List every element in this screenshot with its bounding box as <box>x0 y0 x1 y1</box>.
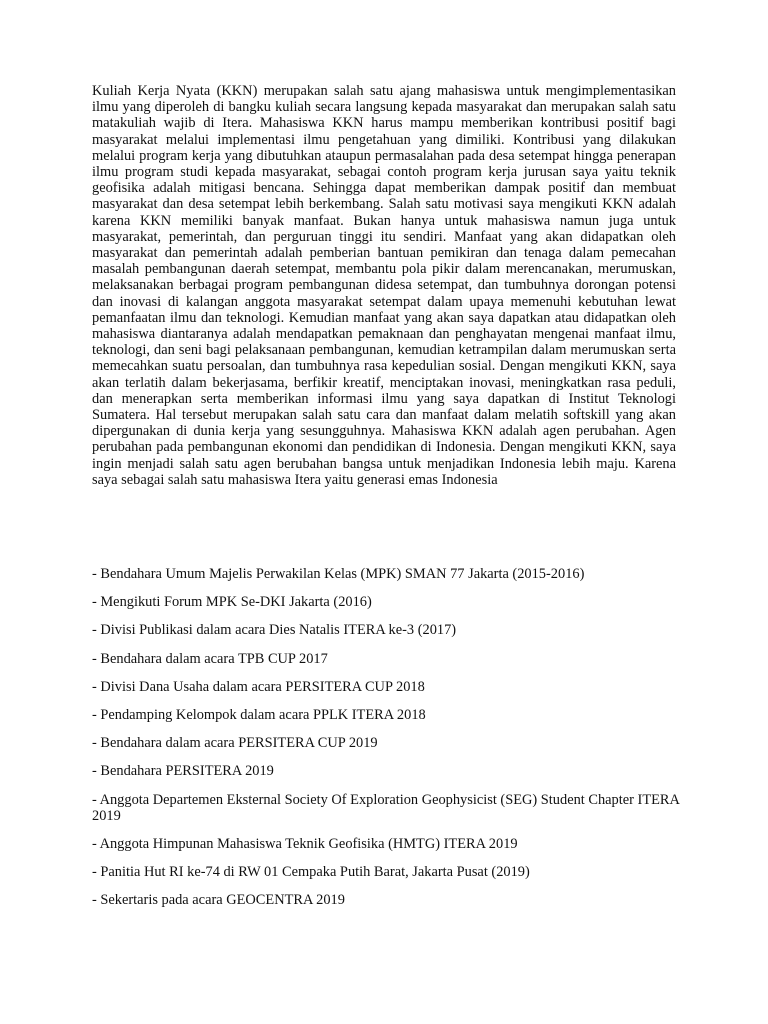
list-item: - Divisi Publikasi dalam acara Dies Natalis ITERA ke-3 (2017) <box>92 622 457 639</box>
list-item: - Bendahara dalam acara TPB CUP 2017 <box>92 650 328 667</box>
list-item: - Panitia Hut RI ke-74 di RW 01 Cempaka Putih Barat, Jakarta Pusat (2019) <box>92 864 530 881</box>
list-item: - Divisi Dana Usaha dalam acara PERSITERA CUP 2018 <box>92 678 425 695</box>
list-item: - Anggota Departemen Eksternal Society Of Exploration Geophysicist (SEG) Student Chapter ITERA 2019 <box>92 791 680 824</box>
experience-list <box>92 566 692 921</box>
list-item: - Pendamping Kelompok dalam acara PPLK ITERA 2018 <box>92 707 426 724</box>
list-item: - Bendahara dalam acara PERSITERA CUP 2019 <box>92 735 378 752</box>
motivation-paragraph: Kuliah Kerja Nyata (KKN) merupakan salah satu ajang mahasiswa untuk mengimplementasikan ilmu yang diperoleh di bangku kuliah secara langsung kepada masyarakat dan merupakan salah satu matakuliah wajib di Itera. Mahasiswa KKN harus mampu memberikan kontribusi positif bagi masyarakat melalui implementasi ilmu pengetahuan yang dimiliki. Kontribusi yang dilakukan melalui program kerja yang dibutuhkan ataupun permasalahan pada desa setempat hingga penerapan ilmu program studi kepada masyarakat, sebagai contoh program kerja jurusan saya yaitu teknik geofisika adalah mitigasi bencana. Sehingga dapat memberikan dampak positif dan membuat masyarakat dan desa setempat lebih berkembang. Salah satu motivasi saya mengikuti KKN adalah karena KKN memiliki banyak manfaat. Bukan hanya untuk mahasiswa namun juga untuk masyarakat, pemerintah, dan perguruan tinggi itu sendiri. Manfaat yang akan didapatkan oleh masyarakat dan pemerintah adalah pemberian bantuan pemikiran dan tenaga dalam pemecahan masalah pembangunan daerah setempat, membantu pola pikir dalam merencanakan, merumuskan, melaksanakan berbagai program pembangunan didesa setempat, dan tumbuhnya dorongan potensi dan inovasi di kalangan anggota masyarakat setempat dalam upaya memenuhi kebutuhan lewat pemanfaatan ilmu dan teknologi. Kemudian manfaat yang akan saya dapatkan atau didapatkan oleh mahasiswa diantaranya adalah mendapatkan pemaknaan dan penghayatan mengenai manfaat ilmu, teknologi, dan seni bagi pelaksanaan pembangunan, kemudian ketrampilan dalam merumuskan serta memecahkan suatu persoalan, dan tumbuhnya rasa kepedulian sosial. Dengan mengikuti KKN, saya akan terlatih dalam bekerjasama, berfikir kreatif, menciptakan inovasi, meningkatkan rasa peduli, dan menerapkan serta memberikan informasi ilmu yang saya dapatkan di Institut Teknologi Sumatera. Hal tersebut merupakan salah satu cara dan manfaat dalam melatih softskill yang akan dipergunakan di dunia kerja yang sesungguhnya. Mahasiswa KKN adalah agen perubahan. Agen perubahan pada pembangunan ekonomi dan pendidikan di Indonesia. Dengan mengikuti KKN, saya ingin menjadi salah satu agen berubahan bangsa untuk menjadikan Indonesia lebih maju. Karena saya sebagai salah satu mahasiswa Itera yaitu generasi emas Indonesia <box>92 83 676 488</box>
list-item: - Bendahara PERSITERA 2019 <box>92 763 274 780</box>
list-item: - Anggota Himpunan Mahasiswa Teknik Geofisika (HMTG) ITERA 2019 <box>92 836 518 853</box>
list-item: - Sekertaris pada acara GEOCENTRA 2019 <box>92 892 345 909</box>
list-item: - Bendahara Umum Majelis Perwakilan Kelas (MPK) SMAN 77 Jakarta (2015-2016) <box>92 566 585 582</box>
list-item: - Mengikuti Forum MPK Se-DKI Jakarta (2016) <box>92 594 372 611</box>
